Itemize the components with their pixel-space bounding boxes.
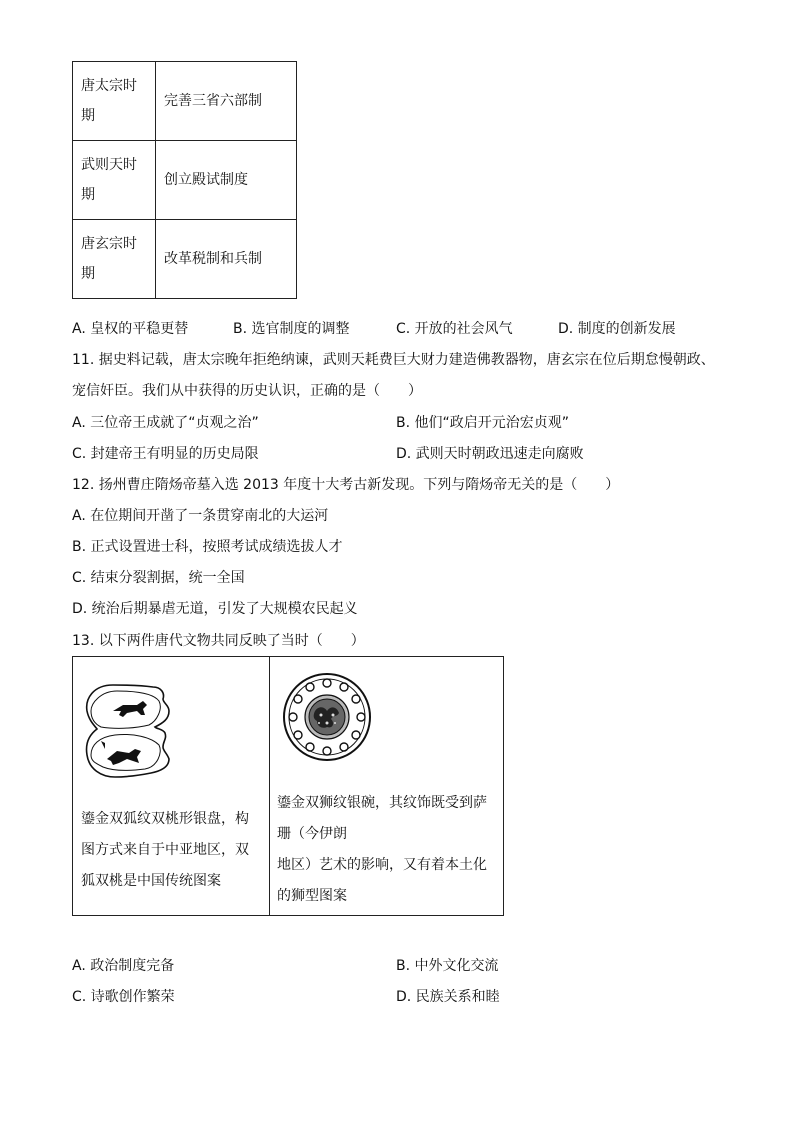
q13-option-b[interactable]: B. 中外文化交流 (396, 958, 499, 974)
right-caption-line2: 珊（今伊朗 (277, 826, 347, 842)
item-cell: 创立殿试制度 (156, 141, 297, 220)
q11-stem-line1: 11. 据史料记载，唐太宗晚年拒绝纳谏，武则天耗费巨大财力建造佛教器物，唐玄宗在位后期怠慢朝政、 (72, 352, 715, 368)
left-caption-line2: 图方式来自于中亚地区，双 (81, 842, 249, 858)
right-caption-line3: 地区）艺术的影响，又有着本土化 (277, 857, 487, 873)
lion-bowl-image (281, 671, 373, 763)
period-cell: 唐太宗时期 (73, 62, 156, 141)
artifact-table (72, 656, 504, 916)
q13-option-d[interactable]: D. 民族关系和睦 (396, 989, 500, 1005)
fox-plate-image (83, 681, 173, 781)
right-caption-line4: 的狮型图案 (277, 888, 347, 904)
q11-option-d[interactable]: D. 武则天时朝政迅速走向腐败 (396, 446, 584, 462)
q11-option-c[interactable]: C. 封建帝王有明显的历史局限 (72, 446, 259, 462)
left-caption-line3: 狐双桃是中国传统图案 (81, 873, 221, 889)
q13-option-c[interactable]: C. 诗歌创作繁荣 (72, 989, 175, 1005)
q10-option-c[interactable]: C. 开放的社会风气 (396, 321, 513, 337)
q13-option-a[interactable]: A. 政治制度完备 (72, 958, 175, 974)
q12-stem: 12. 扬州曹庄隋炀帝墓入选 2013 年度十大考古新发现。下列与隋炀帝无关的是（ ） (72, 477, 620, 493)
q10-option-d[interactable]: D. 制度的创新发展 (558, 321, 676, 337)
item-cell: 完善三省六部制 (156, 62, 297, 141)
q12-option-a[interactable]: A. 在位期间开凿了一条贯穿南北的大运河 (72, 508, 329, 524)
q11-stem-line2: 宠信奸臣。我们从中获得的历史认识，正确的是（ ） (72, 383, 422, 399)
left-caption-line1: 鎏金双狐纹双桃形银盘，构 (81, 811, 249, 827)
table-divider (269, 657, 270, 915)
q11-option-a[interactable]: A. 三位帝王成就了“贞观之治” (72, 415, 259, 431)
q12-option-c[interactable]: C. 结束分裂割据，统一全国 (72, 570, 245, 586)
q13-stem: 13. 以下两件唐代文物共同反映了当时（ ） (72, 633, 365, 649)
period-cell: 武则天时期 (73, 141, 156, 220)
table-row (73, 62, 297, 141)
period-cell: 唐玄宗时期 (73, 220, 156, 299)
right-caption-line1: 鎏金双狮纹银碗，其纹饰既受到萨 (277, 795, 487, 811)
q10-option-a[interactable]: A. 皇权的平稳更替 (72, 321, 189, 337)
table-row (73, 141, 297, 220)
q11-option-b[interactable]: B. 他们“政启开元治宏贞观” (396, 415, 570, 431)
policy-table (72, 61, 297, 299)
table-row (73, 220, 297, 299)
q12-option-d[interactable]: D. 统治后期暴虐无道，引发了大规模农民起义 (72, 601, 358, 617)
item-cell: 改革税制和兵制 (156, 220, 297, 299)
q10-option-b[interactable]: B. 选官制度的调整 (233, 321, 350, 337)
q12-option-b[interactable]: B. 正式设置进士科，按照考试成绩选拔人才 (72, 539, 343, 555)
